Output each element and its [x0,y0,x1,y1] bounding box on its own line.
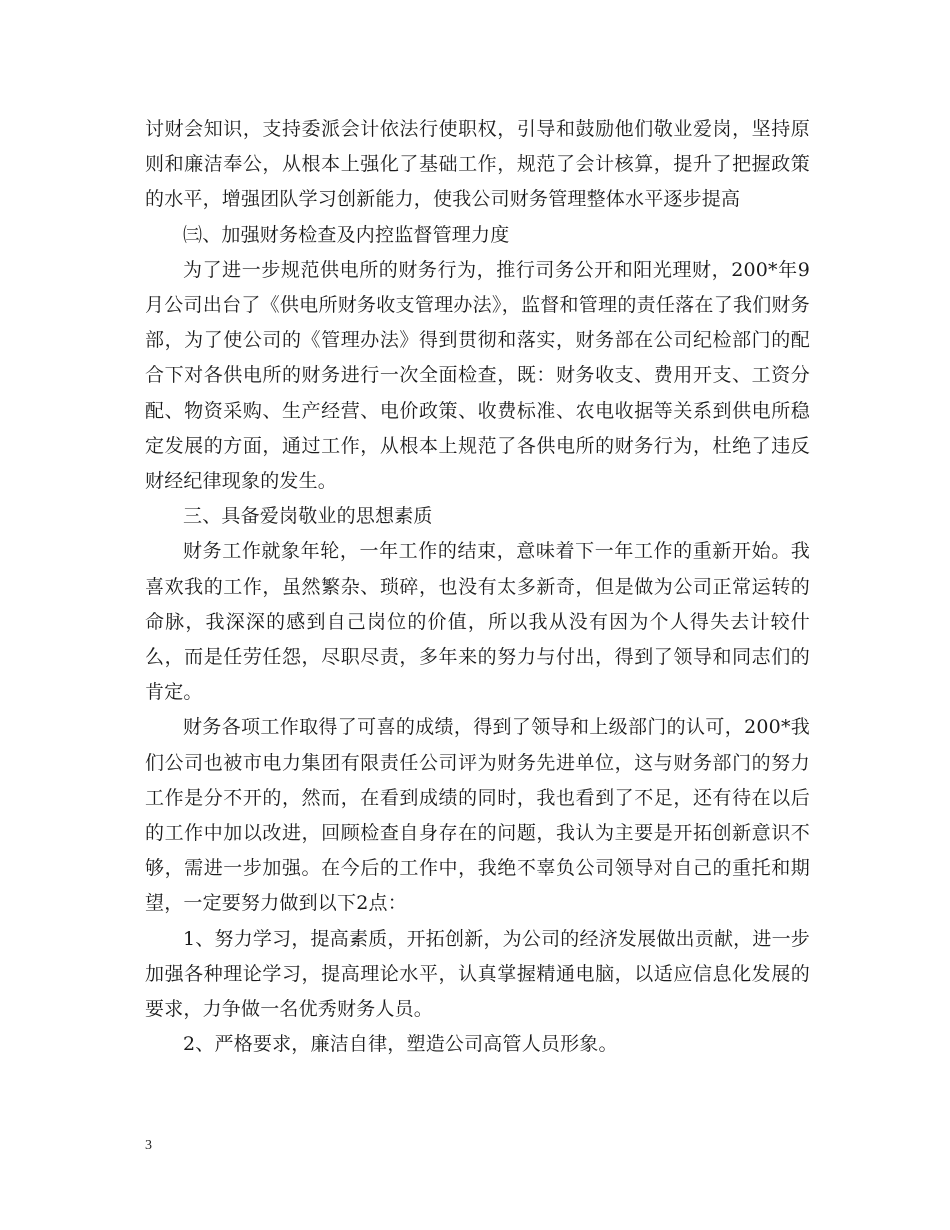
list-item: 2、严格要求，廉洁自律，塑造公司高管人员形象。 [183,1033,618,1056]
paragraph: 财务工作就象年轮，一年工作的结束，意味着下一年工作的重新开始。我喜欢我的工作，虽然繁杂、琐碎，也没有太多新奇，但是做为公司正常运转的命脉，我深深的感到自己岗位的价值，所以我从没有因为个人得失去计较什么，而是任劳任怨，尽职尽责，多年来的努力与付出，得到了领导和同志们的肯定。 [145,540,810,704]
section-heading-3: ㈢、加强财务检查及内控监督管理力度 [183,223,510,246]
paragraph: 财务各项工作取得了可喜的成绩，得到了领导和上级部门的认可，200*我们公司也被市电力集团有限责任公司评为财务先进单位，这与财务部门的努力工作是分不开的，然而，在看到成绩的同时，我也看到了不足，还有待在以后的工作中加以改进，回顾检查自身存在的问题，我认为主要是开拓创新意识不够，需进一步加强。在今后的工作中，我绝不辜负公司领导对自己的重托和期望，一定要努力做到以下2点： [145,716,810,915]
section-heading: 三、具备爱岗敬业的思想素质 [183,505,433,528]
page-number: 3 [145,1138,152,1153]
paragraph-continuation: 讨财会知识，支持委派会计依法行使职权，引导和鼓励他们敬业爱岗，坚持原则和廉洁奉公，从根本上强化了基础工作，规范了会计核算，提升了把握政策的水平，增强团队学习创新能力，使我公司财务管理整体水平逐步提高 [145,118,810,211]
document-body [145,112,810,1062]
list-item: 1、努力学习，提高素质，开拓创新，为公司的经济发展做出贡献，进一步加强各种理论学习，提高理论水平，认真掌握精通电脑，以适应信息化发展的要求，力争做一名优秀财务人员。 [145,927,810,1021]
paragraph: 为了进一步规范供电所的财务行为，推行司务公开和阳光理财，200*年9月公司出台了《供电所财务收支管理办法》，监督和管理的责任落在了我们财务部，为了使公司的《管理办法》得到贯彻和落实，财务部在公司纪检部门的配合下对各供电所的财务进行一次全面检查，既：财务收支、费用开支、工资分配、物资采购、生产经营、电价政策、收费标准、农电收据等关系到供电所稳定发展的方面，通过工作，从根本上规范了各供电所的财务行为，杜绝了违反财经纪律现象的发生。 [145,258,810,493]
